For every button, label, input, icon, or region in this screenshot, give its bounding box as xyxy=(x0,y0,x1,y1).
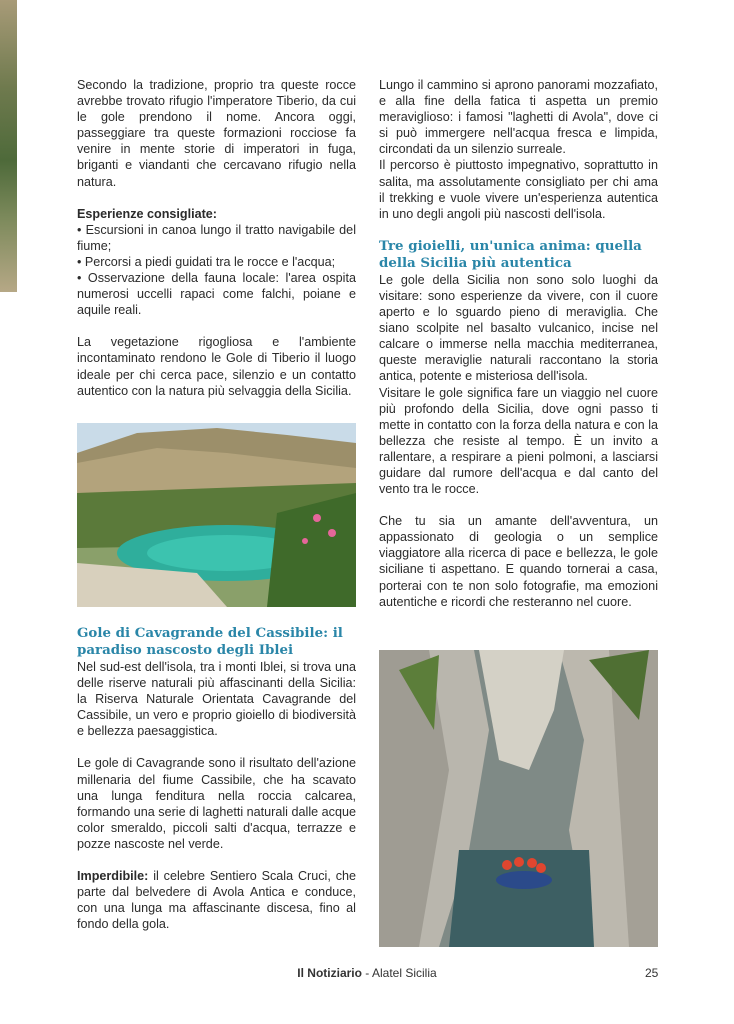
right-column xyxy=(379,77,658,610)
experience-item: • Percorsi a piedi guidati tra le rocce e l'acqua; xyxy=(77,254,336,269)
page-footer xyxy=(0,966,734,980)
experience-item: • Escursioni in canoa lungo il tratto navigabile del fiume; xyxy=(77,222,356,253)
canyon-rafting-photo xyxy=(379,650,658,947)
cavagrande-section xyxy=(77,625,356,932)
closing-paragraph: Che tu sia un amante dell'avventura, un appassionato di geologia o un semplice viaggiatore alla ricerca di pace e bellezza, le gole siciliane ti aspettano. E quando tornerai a casa, porterai con te non solo fotografie, ma emozioni autentiche e ricordi che resteranno nel cuore. xyxy=(379,514,658,609)
publication-name: Il Notiziario xyxy=(297,966,362,980)
publisher-name: Alatel Sicilia xyxy=(371,966,437,980)
unmissable-label: Imperdibile: xyxy=(77,869,149,884)
experience-item: • Osservazione della fauna locale: l'area ospita numerosi uccelli rapaci come falchi, poiane e aquile reali. xyxy=(77,271,356,318)
footer-separator: - xyxy=(361,966,372,980)
left-column xyxy=(77,77,356,399)
intro-paragraph: Secondo la tradizione, proprio tra queste rocce avrebbe trovato rifugio l'imperatore Tiberio, da cui le gole prendono il nome. Ancora oggi, passeggiare tra queste formazioni rocciose fa venire in mente storie di imperatori in fuga, briganti e viandanti che cercavano rifugio nella natura. xyxy=(77,78,356,189)
edge-photo-strip xyxy=(0,0,17,292)
unmissable-text: il celebre Sentiero Scala Cruci, che parte dal belvedere di Avola Antica e conduce, con una lunga ma affascinante discesa, fino al fondo della gola. xyxy=(77,869,356,932)
lake-gorge-photo xyxy=(77,423,356,607)
cavagrande-paragraph-1: Nel sud-est dell'isola, tra i monti Iblei, si trova una delle riserve naturali più affascinanti della Sicilia: la Riserva Naturale Orientata Cavagrande del Cassibile, un vero e proprio gioiello di biodiversità e bellezza paesaggistica. xyxy=(77,660,356,739)
cavagrande-heading: Gole di Cavagrande del Cassibile: il paradiso nascosto degli Iblei xyxy=(77,625,343,658)
jewels-paragraph-2: Visitare le gole significa fare un viaggio nel cuore più profondo della Sicilia, dove ogni passo ti mette in contatto con la forza della natura e con la bellezza che resiste al tempo. È un invito a rallentare, a respirare a pieni polmoni, a lasciarsi guidare dal rumore dell'acqua e dal canto del vento tra le rocce. xyxy=(379,385,658,497)
jewels-paragraph-1: Le gole della Sicilia non sono solo luoghi da visitare: sono esperienze da vivere, con il cuore aperto e lo sguardo pieno di meraviglia. Che siano scolpite nel basalto vulcanico, incise nel calcare o immerse nella macchia mediterranea, queste meraviglie naturali raccontano la storia antica, potente e misteriosa dell'isola. xyxy=(379,272,658,384)
unmissable-paragraph xyxy=(77,868,356,932)
jewels-heading: Tre gioielli, un'unica anima: quella della Sicilia più autentica xyxy=(379,237,642,271)
vegetation-paragraph: La vegetazione rigogliosa e l'ambiente incontaminato rendono le Gole di Tiberio il luogo ideale per chi cerca pace, silenzio e un contatto autentico con la natura più selvaggia della Sicilia. xyxy=(77,335,356,398)
path-paragraph-2: Il percorso è piuttosto impegnativo, soprattutto in salita, ma assolutamente consigliato per chi ama il trekking e vuole vivere un'esperienza autentica in uno degli angoli più nascosti dell'isola. xyxy=(379,158,658,221)
page-number: 25 xyxy=(645,966,659,980)
experiences-heading: Esperienze consigliate: xyxy=(77,206,217,221)
cavagrande-paragraph-2: Le gole di Cavagrande sono il risultato dell'azione millenaria del fiume Cassibile, che ha scavato una lunga fenditura nella roccia calcarea, formando una serie di laghetti naturali dalle acque color smeraldo, piccoli salti d'acqua, terrazze e pozze nascoste nel verde. xyxy=(77,756,356,851)
path-paragraph-1: Lungo il cammino si aprono panorami mozzafiato, e alla fine della fatica ti aspetta un premio meraviglioso: i famosi "laghetti di Avola", dove ci si può immergere nell'acqua fresca e limpida, circondati da un silenzio surreale. xyxy=(379,78,658,157)
